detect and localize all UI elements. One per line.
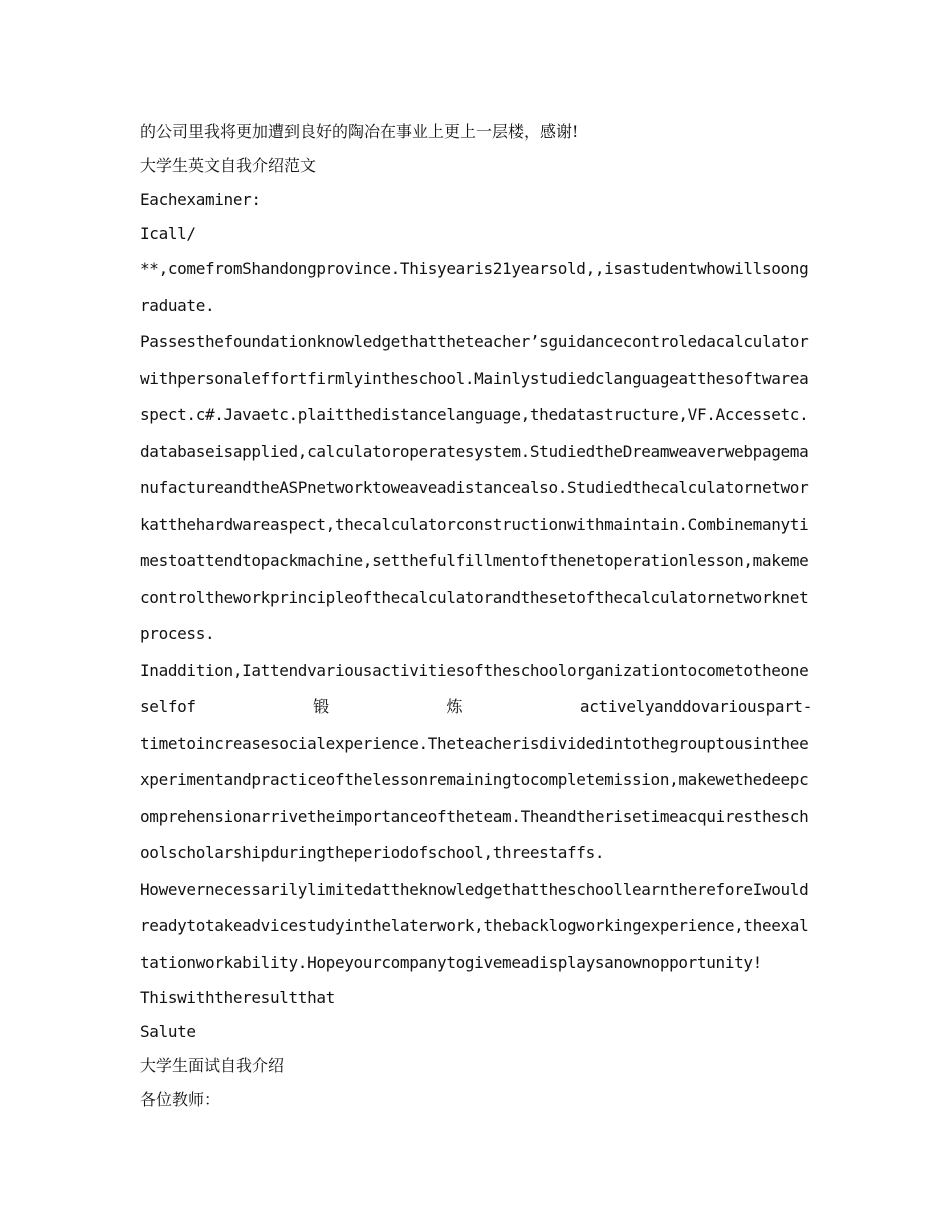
closing-line-2: Salute: [140, 1022, 196, 1041]
spread-word-duan: 锻: [313, 697, 330, 716]
paragraph-origin: **,comefromShandongprovince.Thisyearis21yearsold,,isastudentwhowillsoongraduate.: [140, 259, 809, 315]
spread-word-lian: 炼: [446, 697, 463, 716]
paragraph-however: HowevernecessarilylimitedattheknowledgethattheschoollearnthereforeIwouldreadytotakeadvicestudyinthelaterwork,thebacklogworkingexperience,theexaltationworkability.Hopeyourcompanytogivemeadisplaysanownopportunity!: [140, 879, 809, 972]
spread-word-actively: activelyanddovariouspart-: [579, 697, 812, 716]
section-heading-english-intro: 大学生英文自我介绍范文: [140, 156, 317, 175]
paragraph-activities-rest: timetoincreasesocialexperience.Theteacherisdividedintothegrouptousintheexperimentandpracticeofthelessonremainingtocompletemission,makewethedeepcomprehensionarrivetheimportanceoftheteam.Theandtherisetimeacquirestheschoolscholarshipduringtheperiodofschool,threestaffs.: [140, 733, 809, 862]
paragraph-activities-line-1: Inaddition,Iattendvariousactivitiesoftheschoolorganizationtocometotheone: [140, 660, 809, 680]
spread-word-selfof: selfof: [140, 697, 196, 716]
paragraph-activities-line-2: [140, 689, 812, 726]
section-heading-interview-intro: 大学生面试自我介绍: [140, 1056, 285, 1075]
document-page: [140, 115, 812, 1117]
closing-line-1: Thiswiththeresultthat: [140, 988, 335, 1007]
intro-line: 的公司里我将更加遭到良好的陶冶在事业上更上一层楼，感谢!: [140, 122, 579, 141]
paragraph-study: Passesthefoundationknowledgethattheteacher’sguidancecontroledacalculatorwithpersonaleffortfirmlyintheschool.Mainlystudiedclanguageatthesoftwareaspect.c#.Javaetc.plaitthedistancelanguage,thedatastructure,VF.Accessetc.databaseisapplied,calculatoroperatesystem.StudiedtheDreamweaverwebpagemanufactureandtheASPnetworktoweaveadistancealso.Studiedthecalculatornetworkatthehardwareaspect,thecalculatorconstructionwithmaintain.Combinemanytimestoattendtopackmachine,setthefulfillmentofthenetoperationlesson,makemecontroltheworkprincipleofthecalculatorandthesetofthecalculatornetworknetprocess.: [140, 332, 809, 643]
salutation-line: Eachexaminer:: [140, 190, 261, 209]
greeting-teachers: 各位教师：: [140, 1090, 221, 1109]
name-line: Icall/: [140, 224, 196, 243]
